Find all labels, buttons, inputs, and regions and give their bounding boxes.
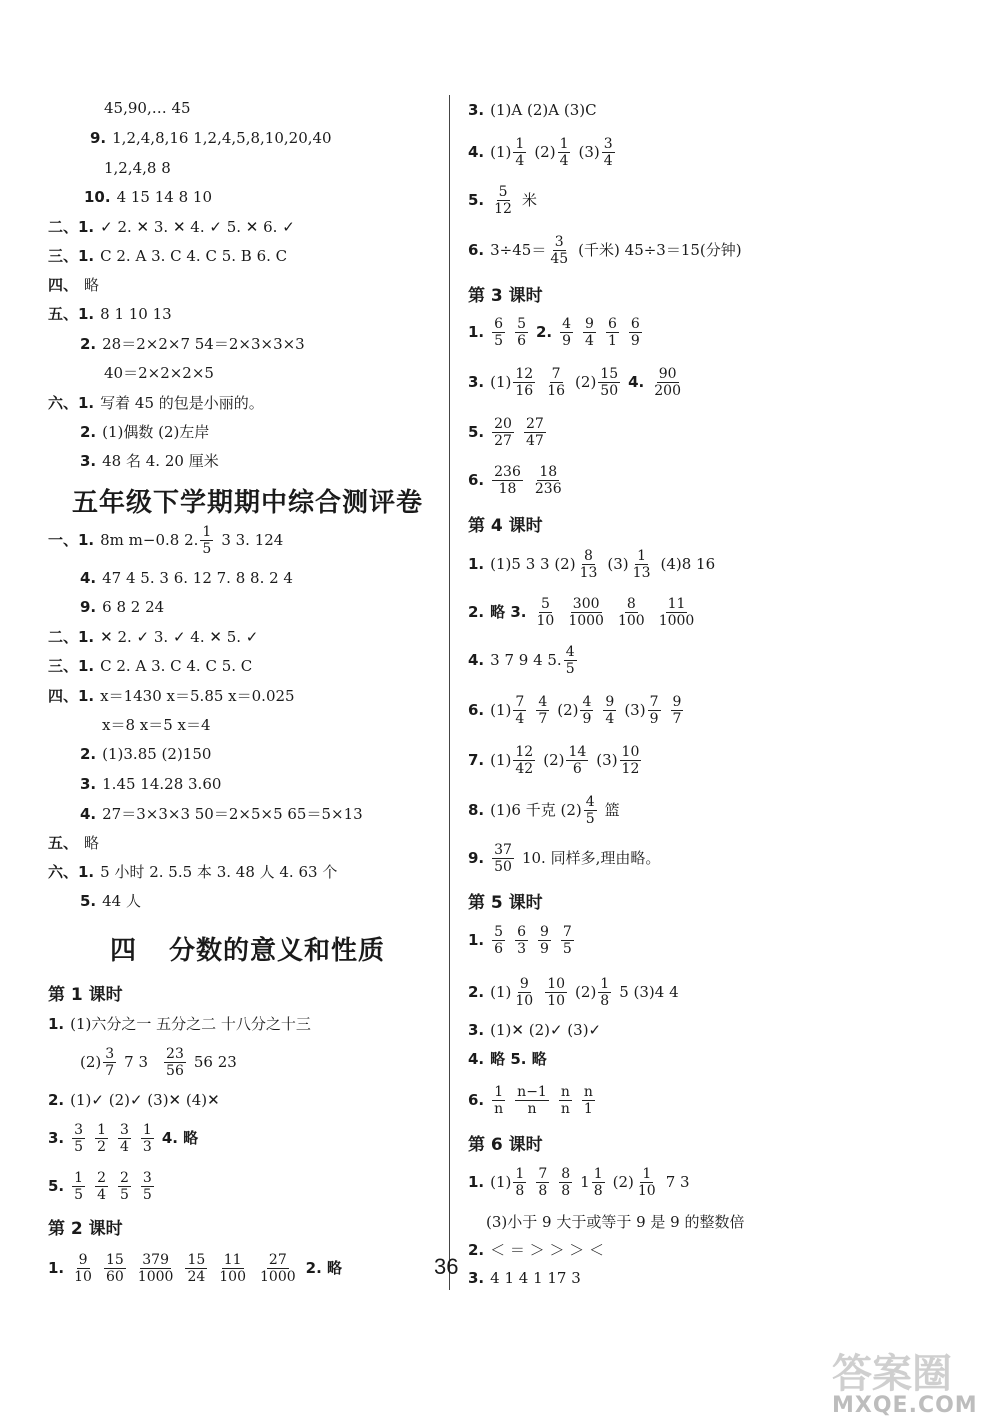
answer-line: x＝8 x＝5 x＝4	[102, 716, 211, 734]
answer-line: 6. (1) $\frac{7}{4}$ $\frac{4}{7}$ (2) $\frac{4}{9}$ $\frac{9}{4}$ (3) $\frac{7}{9}$ $\frac{9}{7}$	[468, 693, 682, 727]
fraction: $\frac{1}{5}$	[202, 523, 212, 557]
answer-line: 5. 44 人	[80, 892, 141, 910]
fraction: $\frac{5}{6}$	[494, 923, 504, 957]
answer-line: 1,2,4,8 8	[104, 159, 171, 177]
fraction: $\frac{1}{5}$	[74, 1169, 84, 1203]
answer-line: 一、1. 8m m−0.8 2. $\frac{1}{5}$ 3 3. 124	[48, 523, 284, 557]
fraction: $\frac{8}{100}$	[617, 595, 645, 629]
answer-line: 1. (1) $\frac{1}{8}$ $\frac{7}{8}$ $\frac{8}{8}$ 1 $\frac{1}{8}$ (2) $\frac{1}{10}$ 7 3	[468, 1165, 690, 1199]
fraction: $\frac{11}{100}$	[219, 1251, 246, 1285]
answer-line: 7. (1) $\frac{12}{42}$ (2) $\frac{14}{6}$ (3) $\frac{10}{12}$	[468, 743, 640, 777]
answer-line: 8. (1)6 千克 (2) $\frac{4}{5}$ 篮	[468, 793, 620, 827]
fraction: $\frac{1}{10}$	[637, 1165, 656, 1199]
answer-line: 1. $\frac{5}{6}$ $\frac{6}{3}$ $\frac{9}{9}$ $\frac{7}{5}$	[468, 923, 572, 957]
fraction: $\frac{15}{24}$	[187, 1251, 206, 1285]
fraction: $\frac{9}{10}$	[515, 975, 534, 1009]
answer-line: 1. $\frac{6}{5}$ $\frac{5}{6}$ 2. $\frac{4}{9}$ $\frac{9}{4}$ $\frac{6}{1}$ $\frac{6}{9}$	[468, 315, 640, 349]
answer-line: 6. 3÷45＝ $\frac{3}{45}$ (千米) 45÷3＝15(分钟)	[468, 233, 742, 267]
fraction: $\frac{300}{1000}$	[568, 595, 604, 629]
lesson-heading: 第 1 课时	[48, 985, 123, 1005]
answer-line: 1. (1)5 3 3 (2) $\frac{8}{13}$ (3) $\frac{1}{13}$ (4)8 16	[468, 547, 716, 581]
answer-line: 3. (1)A (2)A (3)C	[468, 101, 597, 119]
fraction: $\frac{27}{1000}$	[260, 1251, 296, 1285]
answer-line: 6. $\frac{236}{18}$ $\frac{18}{236}$	[468, 463, 562, 497]
fraction: $\frac{12}{42}$	[515, 743, 534, 777]
lesson-heading: 第 3 课时	[468, 286, 543, 306]
fraction: $\frac{1}{n}$	[494, 1083, 504, 1117]
fraction: $\frac{1}{8}$	[600, 975, 610, 1009]
fraction: $\frac{3}{5}$	[142, 1169, 152, 1203]
fraction: $\frac{15}{50}$	[600, 365, 619, 399]
fraction: $\frac{4}{5}$	[585, 793, 595, 827]
fraction: $\frac{2}{4}$	[97, 1169, 106, 1203]
answer-line: 5. $\frac{20}{27}$ $\frac{27}{47}$	[468, 415, 544, 449]
fraction: $\frac{3}{45}$	[550, 233, 569, 267]
page-number: 36	[434, 1254, 459, 1279]
lesson-heading: 第 5 课时	[468, 893, 543, 913]
answer-line: 4. 3 7 9 4 5. $\frac{4}{5}$	[468, 643, 575, 677]
fraction: $\frac{7}{9}$	[649, 693, 659, 727]
fraction: $\frac{379}{1000}$	[137, 1251, 174, 1285]
fraction: $\frac{10}{12}$	[621, 743, 640, 777]
answer-line: 1. $\frac{9}{10}$ $\frac{15}{60}$ $\frac{379}{1000}$ $\frac{15}{24}$ $\frac{11}{100}$ $\frac{27}{1000}$ 2. 略	[48, 1251, 342, 1285]
fraction: $\frac{1}{3}$	[142, 1121, 152, 1155]
fraction: $\frac{7}{16}$	[547, 365, 566, 399]
fraction: $\frac{1}{4}$	[515, 135, 525, 169]
answer-line: 2. 28＝2×2×7 54＝2×3×3×3	[80, 335, 305, 353]
answer-line: 2. (1) $\frac{9}{10}$ $\frac{10}{10}$ (2) $\frac{1}{8}$ 5 (3)4 4	[468, 975, 679, 1009]
answer-line: 三、1. C 2. A 3. C 4. C 5. B 6. C	[48, 247, 288, 265]
fraction: $\frac{9}{10}$	[74, 1251, 92, 1285]
lesson-heading: 第 4 课时	[468, 516, 543, 536]
answer-line: 三、1. C 2. A 3. C 4. C 5. C	[48, 657, 253, 675]
answer-line: 45,90,… 45	[104, 99, 191, 117]
answer-line: 五、1. 8 1 10 13	[48, 305, 172, 323]
answer-line: 六、1. 写着 45 的包是小丽的。	[48, 394, 264, 412]
answer-line: 3. 48 名 4. 20 厘米	[80, 452, 219, 470]
answer-line: 4. 47 4 5. 3 6. 12 7. 8 8. 2 4	[80, 569, 293, 587]
answer-line: 3. (1)✕ (2)✓ (3)✓	[468, 1021, 602, 1039]
fraction: $\frac{8}{13}$	[579, 547, 598, 581]
fraction: $\frac{3}{7}$	[105, 1045, 115, 1079]
fraction: $\frac{6}{1}$	[607, 315, 617, 349]
fraction: $\frac{236}{18}$	[494, 463, 521, 497]
answer-line: 9. 6 8 2 24	[80, 598, 165, 616]
fraction: $\frac{10}{10}$	[547, 975, 566, 1009]
fraction: $\frac{1}{8}$	[515, 1165, 525, 1199]
fraction: $\frac{1}{13}$	[632, 547, 651, 581]
fraction: $\frac{5}{10}$	[536, 595, 555, 629]
fraction: $\frac{3}{5}$	[74, 1121, 84, 1155]
answer-line: 4. (1) $\frac{1}{4}$ (2) $\frac{1}{4}$ (3) $\frac{3}{4}$	[468, 135, 613, 169]
fraction: $\frac{n}{n}$	[560, 1083, 570, 1117]
lesson-heading: 第 2 课时	[48, 1219, 123, 1239]
fraction: $\frac{9}{9}$	[539, 923, 549, 957]
fraction: $\frac{n}{1}$	[583, 1083, 593, 1117]
answer-line: 4. 27＝3×3×3 50＝2×5×5 65＝5×13	[80, 805, 363, 823]
answer-line: 2. (1)偶数 (2)左岸	[80, 423, 210, 441]
answer-line: (2) $\frac{3}{7}$ 7 3 $\frac{23}{56}$ 56 23	[80, 1045, 237, 1079]
fraction: $\frac{2}{5}$	[119, 1169, 129, 1203]
answer-line: 3. $\frac{3}{5}$ $\frac{1}{2}$ $\frac{3}{4}$ $\frac{1}{3}$ 4. 略	[48, 1121, 199, 1155]
fraction: $\frac{23}{56}$	[166, 1045, 184, 1079]
fraction: $\frac{1}{2}$	[97, 1121, 106, 1155]
fraction: $\frac{6}{5}$	[494, 315, 504, 349]
answer-line: 3. 4 1 4 1 17 3	[468, 1269, 581, 1287]
fraction: $\frac{11}{1000}$	[658, 595, 695, 629]
fraction: $\frac{12}{16}$	[515, 365, 534, 399]
fraction: $\frac{6}{3}$	[517, 923, 526, 957]
fraction: $\frac{4}{9}$	[562, 315, 572, 349]
fraction: $\frac{20}{27}$	[494, 415, 512, 449]
answer-line: 9. 1,2,4,8,16 1,2,4,5,8,10,20,40	[90, 129, 332, 147]
chapter-title: 四 分数的意义和性质	[110, 936, 386, 966]
fraction: $\frac{18}{236}$	[534, 463, 562, 497]
answer-line: 五、 略	[48, 834, 100, 852]
answer-line: 4. 略 5. 略	[468, 1050, 547, 1068]
answer-line: 6. $\frac{1}{n}$ $\frac{n-1}{n}$ $\frac{n}{n}$ $\frac{n}{1}$	[468, 1083, 593, 1117]
fraction: $\frac{8}{8}$	[561, 1165, 571, 1199]
fraction: $\frac{4}{5}$	[565, 643, 575, 677]
fraction: $\frac{6}{9}$	[630, 315, 640, 349]
answer-line: 二、1. ✓ 2. ✕ 3. ✕ 4. ✓ 5. ✕ 6. ✓	[48, 218, 295, 236]
column-divider	[449, 95, 450, 1290]
answer-line: 2. 略 3. $\frac{5}{10}$ $\frac{300}{1000}$ $\frac{8}{100}$ $\frac{11}{1000}$	[468, 595, 695, 629]
lesson-heading: 第 6 课时	[468, 1135, 543, 1155]
fraction: $\frac{7}{4}$	[515, 693, 525, 727]
watermark-logo	[832, 1342, 992, 1418]
fraction: $\frac{1}{4}$	[559, 135, 569, 169]
answer-line: 2. (1)3.85 (2)150	[80, 745, 212, 763]
fraction: $\frac{37}{50}$	[494, 841, 512, 875]
watermark-url: MXQE.COM	[832, 1393, 978, 1418]
fraction: $\frac{5}{12}$	[494, 183, 512, 217]
answer-line: 9. $\frac{37}{50}$ 10. 同样多,理由略。	[468, 841, 661, 875]
answer-line: 四、1. x＝1430 x＝5.85 x＝0.025	[48, 687, 295, 705]
fraction: $\frac{4}{9}$	[582, 693, 592, 727]
fraction: $\frac{27}{47}$	[525, 415, 544, 449]
answer-line: 10. 4 15 14 8 10	[84, 188, 212, 206]
fraction: $\frac{5}{6}$	[517, 315, 526, 349]
fraction: $\frac{14}{6}$	[568, 743, 587, 777]
answer-line: 2. (1)✓ (2)✓ (3)✕ (4)✕	[48, 1091, 220, 1109]
fraction: $\frac{1}{8}$	[593, 1165, 603, 1199]
fraction: $\frac{3}{4}$	[603, 135, 613, 169]
answer-line: (3)小于 9 大于或等于 9 是 9 的整数倍	[486, 1213, 745, 1231]
fraction: $\frac{15}{60}$	[105, 1251, 124, 1285]
answer-line: 40＝2×2×2×5	[104, 364, 214, 382]
answer-line: 5. $\frac{5}{12}$ 米	[468, 183, 537, 217]
answer-line: 3. (1) $\frac{12}{16}$ $\frac{7}{16}$ (2) $\frac{15}{50}$ 4. $\frac{90}{200}$	[468, 365, 681, 399]
fraction: $\frac{9}{4}$	[585, 315, 594, 349]
fraction: $\frac{9}{4}$	[605, 693, 615, 727]
fraction: $\frac{7}{5}$	[562, 923, 572, 957]
fraction: $\frac{9}{7}$	[672, 693, 682, 727]
fraction: $\frac{n-1}{n}$	[517, 1083, 547, 1117]
watermark-logo-text: 答案圈	[832, 1351, 952, 1397]
answer-line: 二、1. ✕ 2. ✓ 3. ✓ 4. ✕ 5. ✓	[48, 628, 259, 646]
fraction: $\frac{90}{200}$	[654, 365, 681, 399]
answer-line: 四、 略	[48, 276, 100, 294]
section-title: 五年级下学期期中综合测评卷	[72, 488, 424, 518]
answer-line: 六、1. 5 小时 2. 5.5 本 3. 48 人 4. 63 个	[48, 863, 338, 881]
fraction: $\frac{3}{4}$	[119, 1121, 129, 1155]
answer-line: 1. (1)六分之一 五分之二 十八分之十三	[48, 1015, 311, 1033]
answer-line: 5. $\frac{1}{5}$ $\frac{2}{4}$ $\frac{2}{5}$ $\frac{3}{5}$	[48, 1169, 152, 1203]
fraction: $\frac{4}{7}$	[538, 693, 548, 727]
fraction: $\frac{7}{8}$	[538, 1165, 548, 1199]
answer-line: 2. ＜ ＝ ＞ ＞ ＞ ＜	[468, 1241, 604, 1259]
answer-line: 3. 1.45 14.28 3.60	[80, 775, 222, 793]
